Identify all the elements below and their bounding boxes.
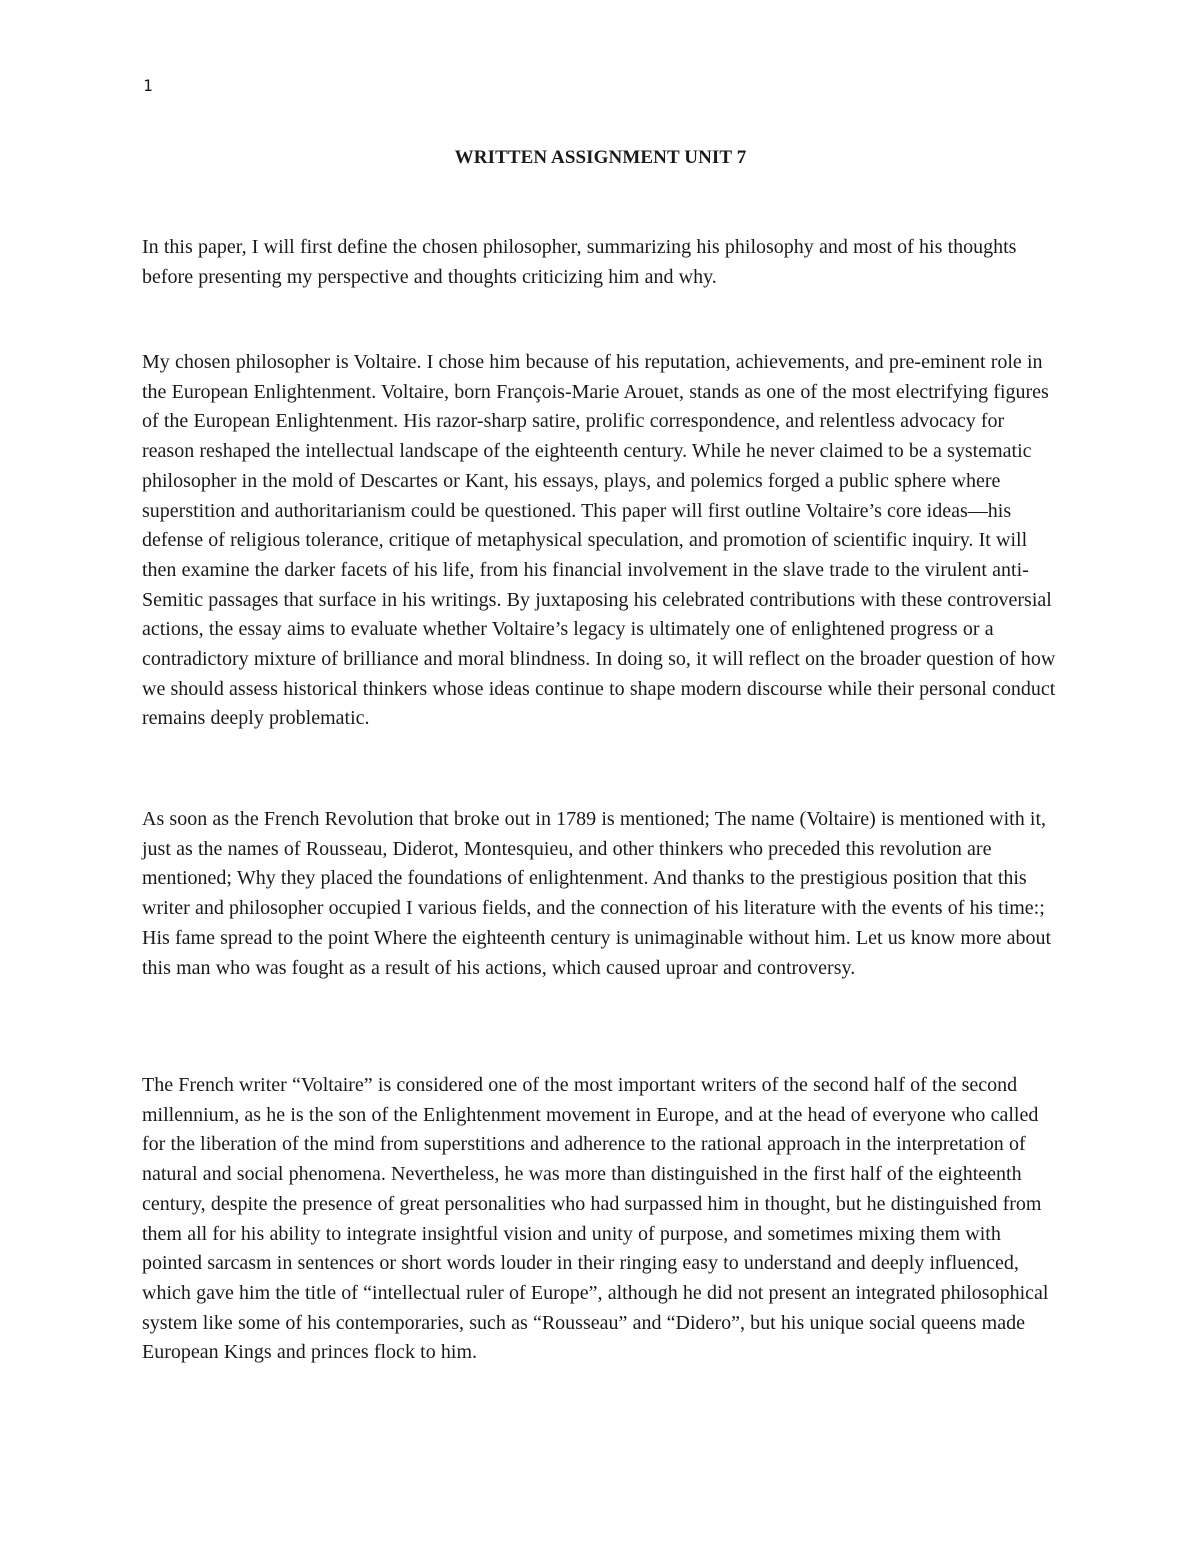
page-number: 1 [143, 76, 153, 95]
paragraph-french-writer: The French writer “Voltaire” is considered one of the most important writers of the second half of the second millennium, as he is the son of the Enlightenment movement in Europe, and at the head of everyone who called for the liberation of the mind from superstitions and adherence to the rational approach in the interpretation of natural and social phenomena. Nevertheless, he was more than distinguished in the first half of the eighteenth century, despite the presence of great personalities who had surpassed him in thought, but he distinguished from them all for his ability to integrate insightful vision and unity of purpose, and sometimes mixing them with pointed sarcasm in sentences or short words louder in their ringing easy to understand and deeply influenced, which gave him the title of “intellectual ruler of Europe”, although he did not present an integrated philosophical system like some of his contemporaries, such as “Rousseau” and “Didero”, but his unique social queens made European Kings and princes flock to him. [142, 1074, 1049, 1364]
document-title: WRITTEN ASSIGNMENT UNIT 7 [454, 147, 747, 168]
paragraph-chosen-philosopher: My chosen philosopher is Voltaire. I chose him because of his reputation, achievements, and pre-eminent role in the European Enlightenment. Voltaire, born François-Marie Arouet, stands as one of the most electrifying figures of the European Enlightenment. His razor-sharp satire, prolific correspondence, and relentless advocacy for reason reshaped the intellectual landscape of the eighteenth century. While he never claimed to be a systematic philosopher in the mold of Descartes or Kant, his essays, plays, and polemics forged a public sphere where superstition and authoritarianism could be questioned. This paper will first outline Voltaire’s core ideas—his defense of religious tolerance, critique of metaphysical speculation, and promotion of scientific inquiry. It will then examine the darker facets of his life, from his financial involvement in the slave trade to the virulent anti-Semitic passages that surface in his writings. By juxtaposing his celebrated contributions with these controversial actions, the essay aims to evaluate whether Voltaire’s legacy is ultimately one of enlightened progress or a contradictory mixture of brilliance and moral blindness. In doing so, it will reflect on the broader question of how we should assess historical thinkers whose ideas continue to shape modern discourse while their personal conduct remains deeply problematic. [142, 351, 1056, 730]
paragraph-introduction: In this paper, I will first define the chosen philosopher, summarizing his philosophy and most of his thoughts before presenting my perspective and thoughts criticizing him and why. [142, 236, 1017, 288]
paragraph-french-revolution: As soon as the French Revolution that broke out in 1789 is mentioned; The name (Voltaire) is mentioned with it, just as the names of Rousseau, Diderot, Montesquieu, and other thinkers who preceded this revolution are mentioned; Why they placed the foundations of enlightenment. And thanks to the prestigious position that this writer and philosopher occupied I various fields, and the connection of his literature with the events of his time:; His fame spread to the point Where the eighteenth century is unimaginable without him. Let us know more about this man who was fought as a result of his actions, which caused uproar and controversy. [142, 808, 1052, 979]
